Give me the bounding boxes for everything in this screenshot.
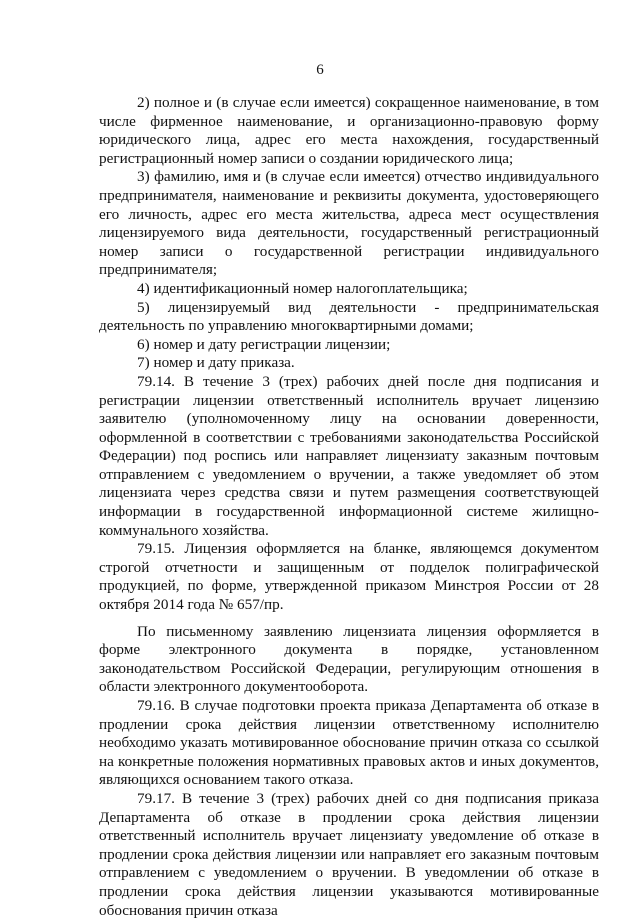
paragraph-item-5: 5) лицензируемый вид деятельности - предпринимательская деятельность по управлению многоквартирными домами; xyxy=(99,298,599,335)
paragraph-spacer xyxy=(99,615,599,623)
paragraph-79-15: 79.15. Лицензия оформляется на бланке, являющемся документом строгой отчетности и защищенным от подделок полиграфической продукцией, по форме, утвержденной приказом Минстроя России от 28 октября 2014 года № 657/пр. xyxy=(99,540,599,614)
document-body xyxy=(99,94,599,920)
paragraph-item-3: 3) фамилию, имя и (в случае если имеется) отчество индивидуального предпринимателя, наименование и реквизиты документа, удостоверяющего его личность, адрес его места жительства, адреса мест осуществления лицензируемого вида деятельности, государственный регистрационный номер записи о государственной регистрации индивидуального предпринимателя; xyxy=(99,168,599,279)
paragraph-item-7: 7) номер и дату приказа. xyxy=(137,354,295,372)
paragraph-79-14: 79.14. В течение 3 (трех) рабочих дней после дня подписания и регистрации лицензии ответственный исполнитель вручает лицензию заявителю (уполномоченному лицу на основании доверенности, оформленной в соответствии с требованиями законодательства Российской Федерации) под роспись или направляет лицензиату заказным почтовым отправлением с уведомлением о вручении, а также уведомляет об этом лицензиата через средства связи и путем размещения соответствующей информации в государственной информационной системе жилищно-коммунального хозяйства. xyxy=(99,372,599,539)
paragraph-item-6: 6) номер и дату регистрации лицензии; xyxy=(137,335,391,353)
paragraph-electronic-license: По письменному заявлению лицензиата лицензия оформляется в форме электронного документа в порядке, установленном законодательством Российской Федерации, регулирующим отношения в области электронного документооборота. xyxy=(99,622,599,696)
paragraph-item-2: 2) полное и (в случае если имеется) сокращенное наименование, в том числе фирменное наименование, и организационно-правовую форму юридического лица, адрес его места нахождения, государственный регистрационный номер записи о создании юридического лица; xyxy=(99,94,599,167)
page-number: 6 xyxy=(316,62,324,78)
paragraph-79-16: 79.16. В случае подготовки проекта приказа Департамента об отказе в продлении срока действия лицензии ответственному исполнителю необходимо указать мотивированное обоснование причин отказа со ссылкой на конкретные положения нормативных правовых актов и иных документов, являющихся основанием такого отказа. xyxy=(99,697,599,789)
paragraph-item-4: 4) идентификационный номер налогоплательщика; xyxy=(137,279,468,297)
paragraph-79-17: 79.17. В течение 3 (трех) рабочих дней со дня подписания приказа Департамента об отказе в продлении срока действия лицензии ответственный исполнитель вручает лицензиату уведомление об отказе в продлении срока действия лицензии или направляет его заказным почтовым отправлением с уведомлением о вручении. В уведомлении об отказе в продлении срока действия лицензии указываются мотивированные обоснования причин отказа xyxy=(99,789,599,919)
